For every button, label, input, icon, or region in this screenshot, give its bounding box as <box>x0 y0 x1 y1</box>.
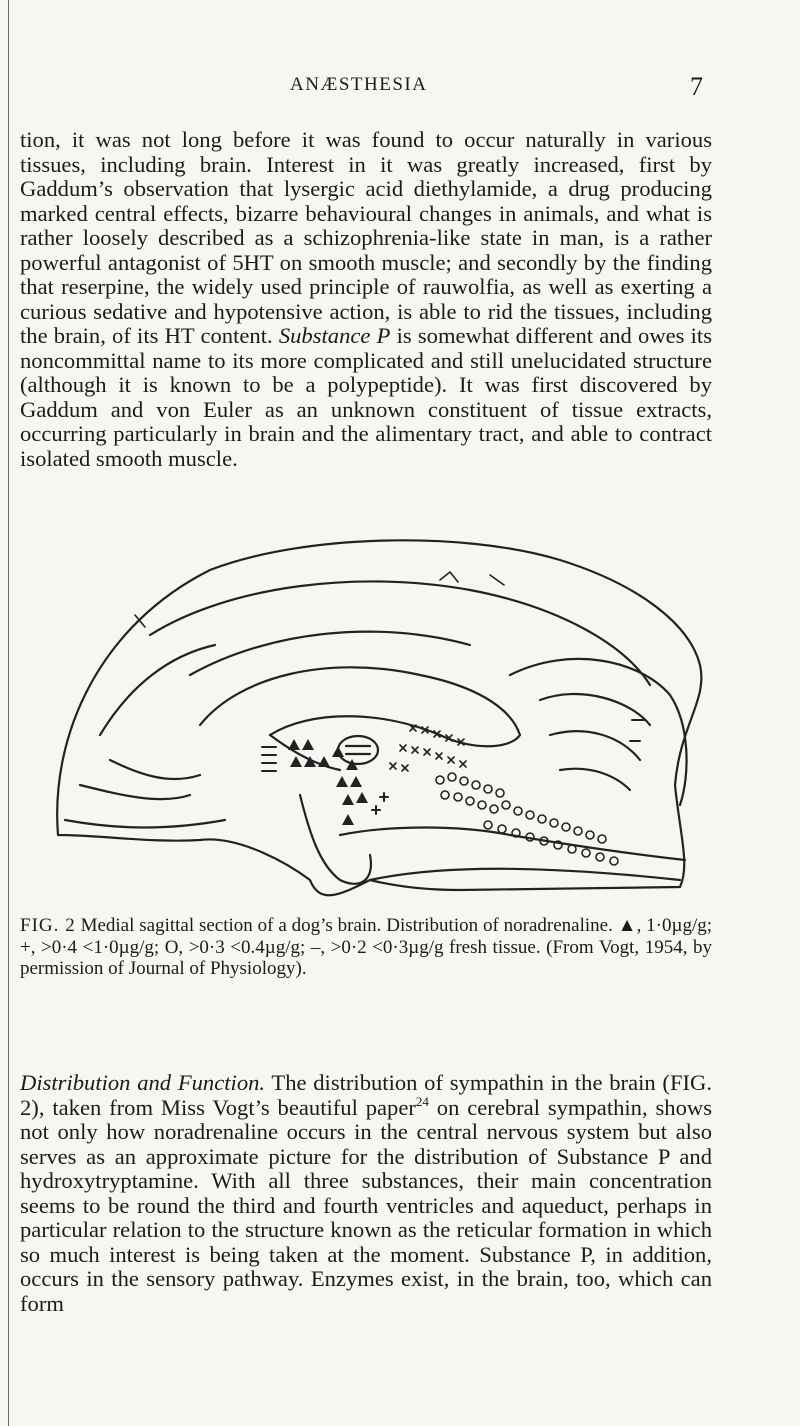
figure-reference: FIG. 2 <box>20 1070 712 1120</box>
fornix <box>270 735 340 770</box>
citation-superscript: 24 <box>415 1093 429 1109</box>
paragraph-2-text-a: The distribution of sympathin in the brain ( <box>271 1070 670 1095</box>
section-lead-in: Distribution and Function. <box>20 1070 266 1095</box>
substance-p-term: Substance P <box>278 323 391 348</box>
thalamus-oval <box>338 736 378 764</box>
paragraph-1-text: tion, it was not long before it was found to occur naturally in various tissues, including brain. Interest in it was greatly increased, first by Gaddum’s observation that lysergic acid diethylamide, a drug producing marked central effects, bizarre behavioural changes in animals, and what is rather loosely described as a schizophrenia-like state in man, is a rather powerful antagonist of 5HT on smooth muscle; and secondly by the finding that reserpine, the widely used principle of rauwolfia, as well as exerting a curious sedative and hypotensive action, is able to rid the tissues, including the brain, of its HT content. <box>20 127 712 348</box>
tick-mark-2 <box>490 575 504 585</box>
sulcus-3 <box>65 820 225 828</box>
cerebellum-fold-3 <box>560 769 630 790</box>
sulcus-1 <box>80 785 190 799</box>
page-number: 7 <box>690 72 703 101</box>
sulcus-2 <box>110 760 200 779</box>
cross-markers <box>390 725 466 771</box>
plus-markers <box>372 793 388 814</box>
tick-mark-1 <box>440 572 458 582</box>
brain-section-figure <box>40 535 730 910</box>
corpus-callosum <box>200 667 520 746</box>
page-header <box>0 74 800 104</box>
circle-markers <box>436 773 618 865</box>
figure-label: FIG. 2 <box>20 915 76 936</box>
figure-caption-text: Medial sagittal section of a dog’s brain. Distribution of noradrenaline. ▲, 1·0µg/g; +, >0·4 <1·0µg/g; O, >0·3 <0.4µg/g; –, >0·2 <0·3µg/g fresh tissue. (From Vogt, 1954, by permission of Journal of Physiology). <box>20 915 712 979</box>
paragraph-1-rest: is somewhat different and owes its noncommittal name to its more complicated and still unelucidated structure (although it is known to be a polypeptide). It was first discovered by Gaddum and von Euler as an unknown constituent of tissue extracts, occurring particularly in brain and the alimentary tract, and able to contract isolated smooth muscle. <box>20 323 712 471</box>
paragraph-2 <box>20 1071 712 1316</box>
figure-caption <box>20 915 712 980</box>
page-edge-line <box>8 0 9 1426</box>
paragraph-2-text-c: on cerebral sympathin, shows not only how noradrenaline occurs in the central nervous system but also serves as an approximate picture for the distribution of Substance P and hydroxytryptamine. With all three substances, their main concentration seems to be round the third and fourth ventricles and aqueduct, perhaps in particular relation to the structure known as the reticular formation in which so much interest is being taken at the moment. Substance P, in addition, occurs in the sensory pathway. Enzymes exist, in the brain, too, which can form <box>20 1094 712 1316</box>
brain-diagram <box>40 535 730 910</box>
hypothalamus <box>300 795 371 884</box>
cerebellum-fold-2 <box>550 731 640 760</box>
cortical-fold-3 <box>100 645 215 735</box>
cerebellum-outline <box>510 659 687 805</box>
paragraph-1 <box>20 128 712 471</box>
paragraph-2-text-b: ), taken from Miss Vogt’s beautiful paper <box>31 1094 416 1120</box>
triangle-markers <box>288 739 368 825</box>
running-head: ANÆSTHESIA <box>290 74 428 95</box>
brainstem-lower <box>370 869 680 880</box>
